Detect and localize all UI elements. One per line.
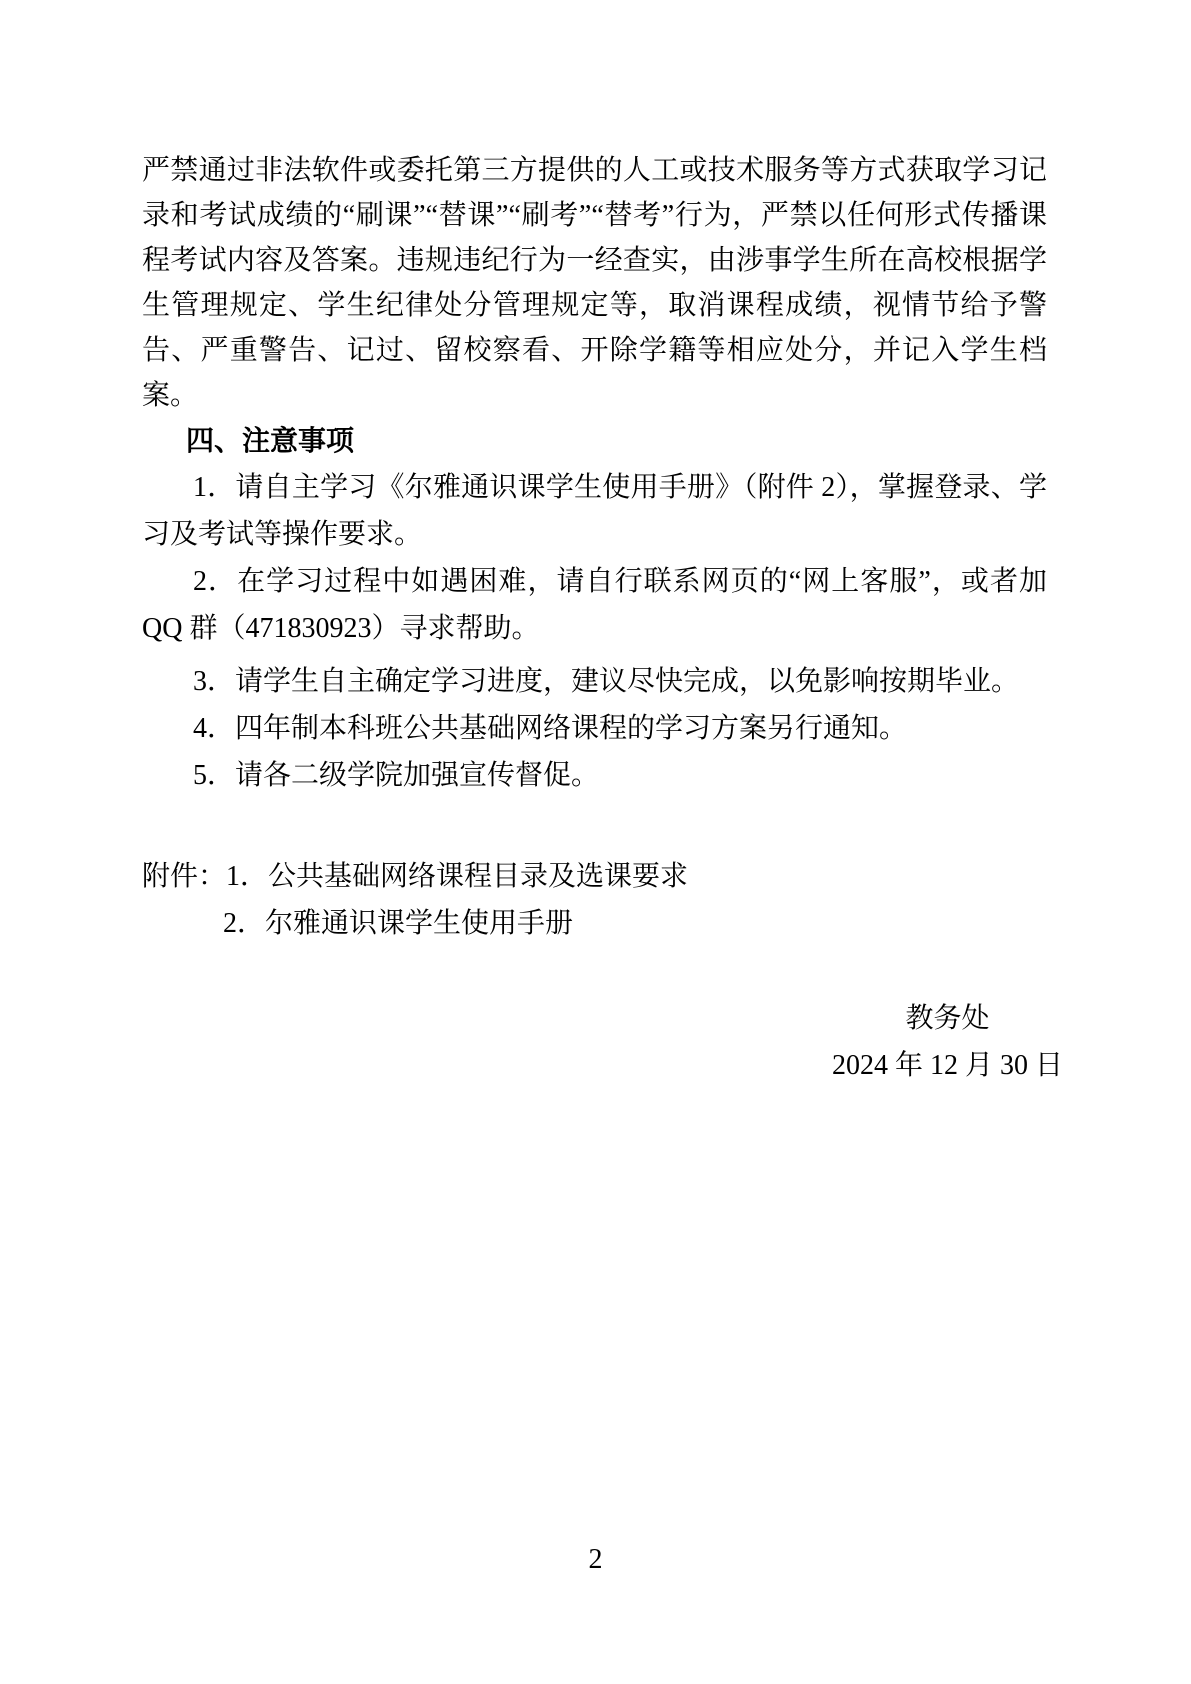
notice-item-5: 5．请各二级学院加强宣传督促。 — [193, 760, 600, 791]
attachments-label: 附件： — [142, 861, 227, 892]
notice-item-4: 4．四年制本科班公共基础网络课程的学习方案另行通知。 — [193, 713, 908, 744]
attachment-line-1 — [142, 853, 1047, 900]
notice-item-1: 1．请自主学习《尔雅通识课学生使用手册》（附件 2），掌握登录、学习及考试等操作要求。 — [142, 472, 1047, 550]
attachment-item-1: 1．公共基础网络课程目录及选课要求 — [226, 861, 689, 892]
notice-item-3: 3．请学生自主确定学习进度，建议尽快完成，以免影响按期毕业。 — [193, 666, 1020, 697]
attachment-item-2: 2．尔雅通识课学生使用手册 — [223, 908, 574, 939]
notice-item-2: 2．在学习过程中如遇困难，请自行联系网页的“网上客服”，或者加 QQ 群（471830923）寻求帮助。 — [142, 566, 1047, 644]
intro-paragraph: 严禁通过非法软件或委托第三方提供的人工或技术服务等方式获取学习记录和考试成绩的“刷课”“替课”“刷考”“替考”行为，严禁以任何形式传播课程考试内容及答案。违规违纪行为一经查实，由涉事学生所在高校根据学生管理规定、学生纪律处分管理规定等，取消课程成绩，视情节给予警告、严重警告、记过、留校察看、开除学籍等相应处分，并记入学生档案。 — [142, 155, 1047, 411]
section-heading: 四、注意事项 — [186, 425, 355, 456]
signature-author: 教务处 — [905, 1003, 990, 1034]
attachments-block — [142, 853, 1047, 947]
page-number: 2 — [588, 1544, 603, 1575]
document-body — [142, 148, 1063, 1089]
signature-block — [832, 995, 1063, 1089]
signature-date: 2024 年 12 月 30 日 — [831, 1050, 1063, 1081]
